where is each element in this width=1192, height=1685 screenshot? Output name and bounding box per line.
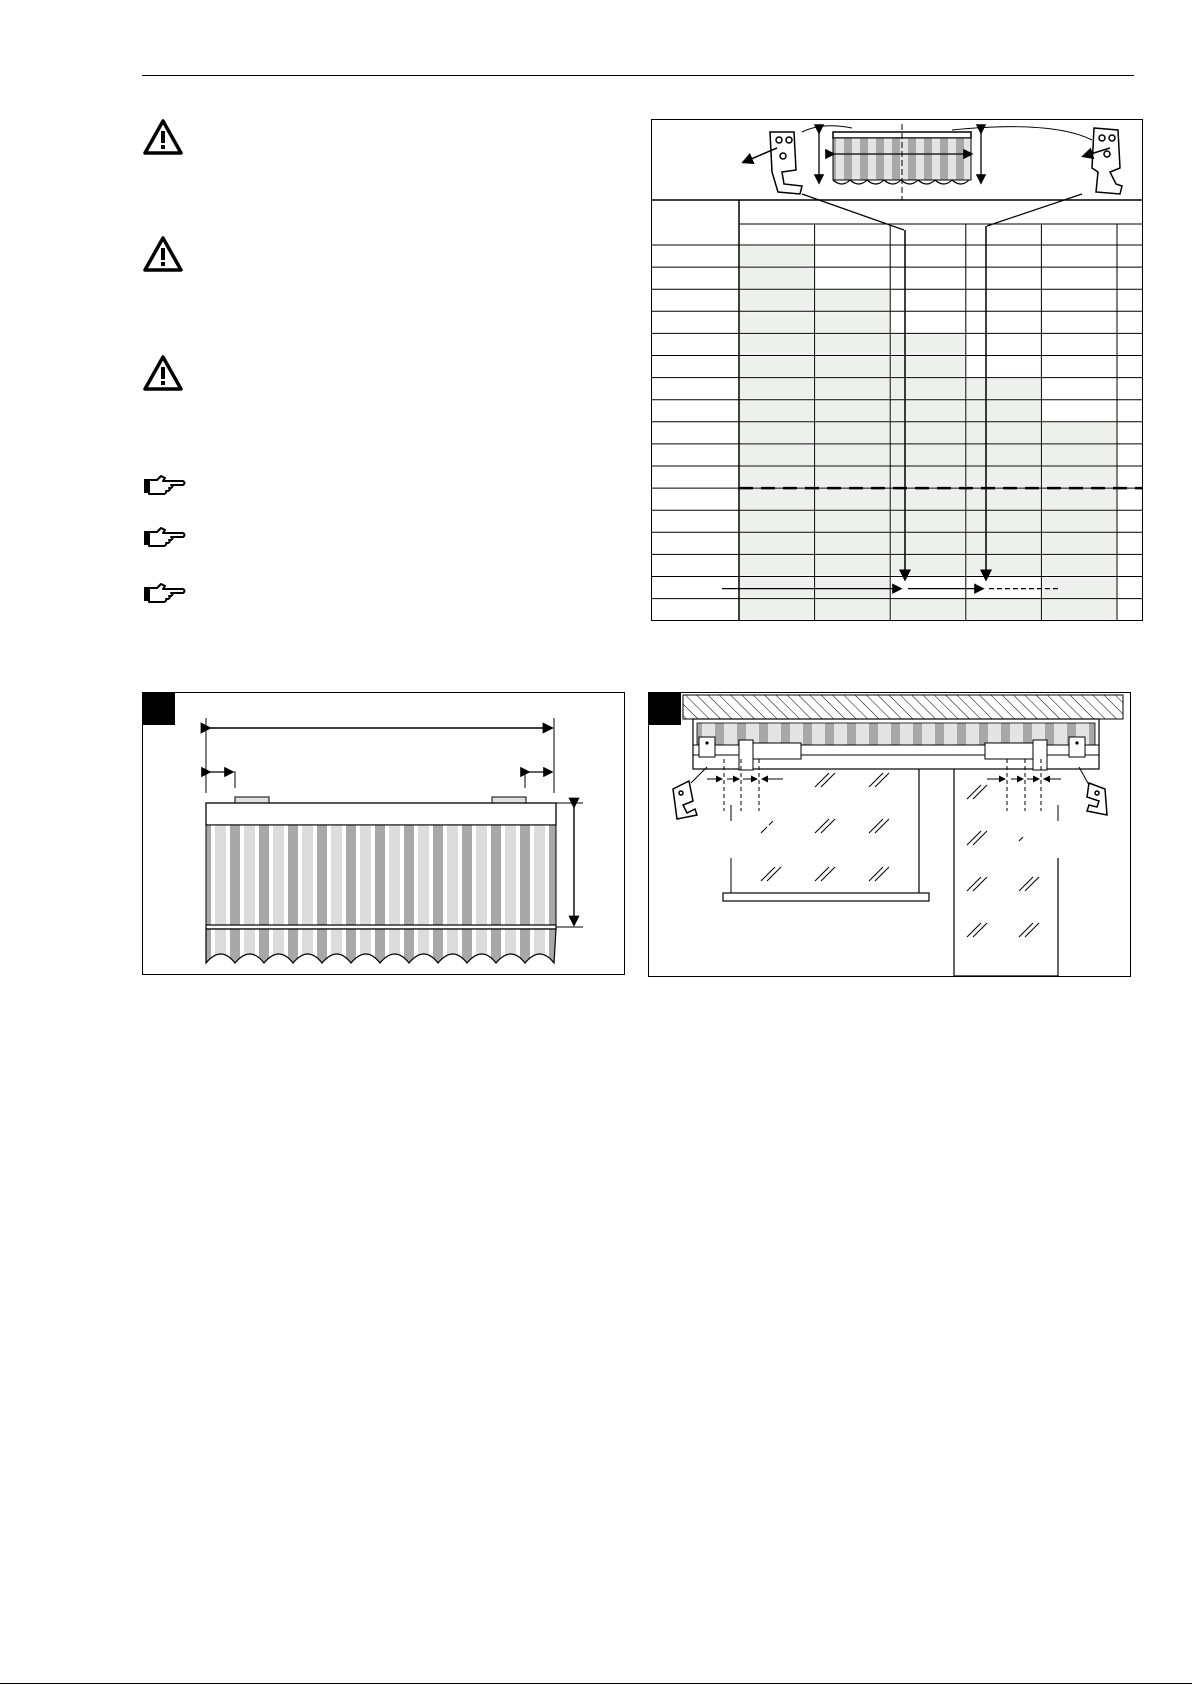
- warning-triangle-icon: [142, 235, 184, 273]
- bracket-position-table-figure: [651, 119, 1143, 621]
- footer-rule: [0, 1683, 1192, 1684]
- figure-number-box: [143, 693, 175, 725]
- bracket-mounting-figure: [648, 692, 1131, 977]
- pointing-hand-icon: [143, 474, 187, 496]
- header-rule: [142, 75, 1134, 76]
- awning-dimension-figure: [142, 692, 625, 975]
- pointing-hand-icon: [143, 526, 187, 548]
- warning-triangle-icon: [142, 354, 184, 392]
- figure-number-box: [649, 693, 681, 725]
- warning-triangle-icon: [142, 118, 184, 156]
- pointing-hand-icon: [143, 582, 187, 604]
